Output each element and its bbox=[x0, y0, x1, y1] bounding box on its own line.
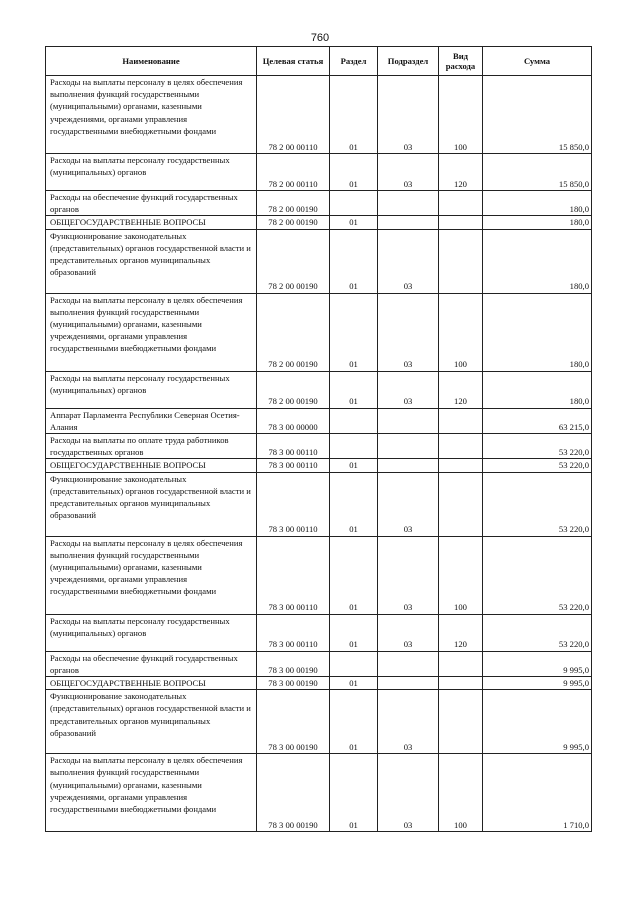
row-name: Расходы на выплаты персоналу в целях обеспечения выполнения функций государственными (муниципальными) органами, казенными учреждениями, органами управления государственными внебюджетными фондами bbox=[46, 293, 257, 371]
row-sum: 180,0 bbox=[483, 216, 592, 229]
row-section: 01 bbox=[330, 536, 378, 614]
row-section: 01 bbox=[330, 614, 378, 651]
row-target-article: 78 2 00 00190 bbox=[257, 229, 330, 293]
table-row bbox=[46, 651, 592, 676]
row-name: ОБЩЕГОСУДАРСТВЕННЫЕ ВОПРОСЫ bbox=[46, 677, 257, 690]
row-sum: 9 995,0 bbox=[483, 690, 592, 754]
row-section: 01 bbox=[330, 690, 378, 754]
row-sum: 180,0 bbox=[483, 229, 592, 293]
row-name: Расходы на выплаты по оплате труда работников государственных органов bbox=[46, 434, 257, 459]
header-code: Целевая статья bbox=[257, 47, 330, 76]
row-name: Расходы на выплаты персоналу в целях обеспечения выполнения функций государственными (муниципальными) органами, казенными учреждениями, органами управления государственными внебюджетными фондами bbox=[46, 536, 257, 614]
row-section: 01 bbox=[330, 677, 378, 690]
row-target-article: 78 3 00 00110 bbox=[257, 434, 330, 459]
row-sum: 15 850,0 bbox=[483, 154, 592, 191]
row-name: Расходы на обеспечение функций государственных органов bbox=[46, 191, 257, 216]
table-row bbox=[46, 754, 592, 832]
row-subsection: 03 bbox=[378, 293, 439, 371]
row-subsection bbox=[378, 459, 439, 472]
row-sum: 53 220,0 bbox=[483, 614, 592, 651]
budget-table bbox=[45, 46, 592, 832]
table-row bbox=[46, 434, 592, 459]
row-target-article: 78 2 00 00190 bbox=[257, 371, 330, 408]
row-name: Аппарат Парламента Республики Северная Осетия-Алания bbox=[46, 408, 257, 433]
row-subsection: 03 bbox=[378, 472, 439, 536]
row-name: Функционирование законодательных (представительных) органов государственной власти и представительных органов муниципальных образований bbox=[46, 229, 257, 293]
row-expense-type bbox=[439, 229, 483, 293]
row-expense-type: 100 bbox=[439, 754, 483, 832]
table-row bbox=[46, 371, 592, 408]
header-section: Раздел bbox=[330, 47, 378, 76]
row-expense-type bbox=[439, 677, 483, 690]
row-section bbox=[330, 651, 378, 676]
row-expense-type: 100 bbox=[439, 536, 483, 614]
row-name: Расходы на обеспечение функций государственных органов bbox=[46, 651, 257, 676]
row-name: Расходы на выплаты персоналу государственных (муниципальных) органов bbox=[46, 614, 257, 651]
row-target-article: 78 3 00 00110 bbox=[257, 459, 330, 472]
table-row bbox=[46, 76, 592, 154]
row-name: Расходы на выплаты персоналу государственных (муниципальных) органов bbox=[46, 371, 257, 408]
header-subsection: Подраздел bbox=[378, 47, 439, 76]
row-subsection bbox=[378, 216, 439, 229]
row-target-article: 78 3 00 00000 bbox=[257, 408, 330, 433]
row-target-article: 78 3 00 00190 bbox=[257, 690, 330, 754]
row-section: 01 bbox=[330, 293, 378, 371]
row-expense-type bbox=[439, 434, 483, 459]
row-subsection: 03 bbox=[378, 229, 439, 293]
row-section: 01 bbox=[330, 76, 378, 154]
row-sum: 9 995,0 bbox=[483, 677, 592, 690]
row-subsection: 03 bbox=[378, 371, 439, 408]
row-subsection bbox=[378, 408, 439, 433]
table-body bbox=[46, 76, 592, 832]
table-row bbox=[46, 191, 592, 216]
row-sum: 53 220,0 bbox=[483, 459, 592, 472]
row-expense-type bbox=[439, 216, 483, 229]
row-expense-type: 120 bbox=[439, 614, 483, 651]
row-expense-type: 100 bbox=[439, 76, 483, 154]
row-sum: 53 220,0 bbox=[483, 536, 592, 614]
row-sum: 63 215,0 bbox=[483, 408, 592, 433]
row-subsection: 03 bbox=[378, 536, 439, 614]
row-section bbox=[330, 191, 378, 216]
row-expense-type: 120 bbox=[439, 154, 483, 191]
table-row bbox=[46, 677, 592, 690]
row-expense-type bbox=[439, 191, 483, 216]
row-expense-type bbox=[439, 472, 483, 536]
row-sum: 180,0 bbox=[483, 371, 592, 408]
row-target-article: 78 2 00 00190 bbox=[257, 216, 330, 229]
row-section: 01 bbox=[330, 371, 378, 408]
row-sum: 180,0 bbox=[483, 191, 592, 216]
row-expense-type bbox=[439, 690, 483, 754]
row-subsection: 03 bbox=[378, 76, 439, 154]
row-expense-type bbox=[439, 459, 483, 472]
header-name: Наименование bbox=[46, 47, 257, 76]
row-subsection bbox=[378, 191, 439, 216]
row-name: Функционирование законодательных (представительных) органов государственной власти и представительных органов муниципальных образований bbox=[46, 472, 257, 536]
table-row bbox=[46, 229, 592, 293]
header-expense-type: Вид расхода bbox=[439, 47, 483, 76]
table-row bbox=[46, 154, 592, 191]
row-subsection: 03 bbox=[378, 154, 439, 191]
row-target-article: 78 3 00 00190 bbox=[257, 651, 330, 676]
row-section: 01 bbox=[330, 459, 378, 472]
row-expense-type bbox=[439, 651, 483, 676]
table-row bbox=[46, 459, 592, 472]
row-subsection: 03 bbox=[378, 614, 439, 651]
row-name: ОБЩЕГОСУДАРСТВЕННЫЕ ВОПРОСЫ bbox=[46, 216, 257, 229]
table-header bbox=[46, 47, 592, 76]
row-section bbox=[330, 408, 378, 433]
row-subsection bbox=[378, 677, 439, 690]
row-sum: 180,0 bbox=[483, 293, 592, 371]
table-row bbox=[46, 472, 592, 536]
row-sum: 9 995,0 bbox=[483, 651, 592, 676]
row-name: Расходы на выплаты персоналу государственных (муниципальных) органов bbox=[46, 154, 257, 191]
row-target-article: 78 3 00 00110 bbox=[257, 536, 330, 614]
row-name: Расходы на выплаты персоналу в целях обеспечения выполнения функций государственными (муниципальными) органами, казенными учреждениями, органами управления государственными внебюджетными фондами bbox=[46, 76, 257, 154]
row-subsection bbox=[378, 434, 439, 459]
row-target-article: 78 2 00 00110 bbox=[257, 76, 330, 154]
row-expense-type: 100 bbox=[439, 293, 483, 371]
row-target-article: 78 2 00 00190 bbox=[257, 191, 330, 216]
row-section: 01 bbox=[330, 229, 378, 293]
row-target-article: 78 2 00 00110 bbox=[257, 154, 330, 191]
table-row bbox=[46, 690, 592, 754]
row-section: 01 bbox=[330, 472, 378, 536]
row-section: 01 bbox=[330, 754, 378, 832]
row-sum: 1 710,0 bbox=[483, 754, 592, 832]
header-sum: Сумма bbox=[483, 47, 592, 76]
table-row bbox=[46, 536, 592, 614]
row-sum: 53 220,0 bbox=[483, 472, 592, 536]
row-target-article: 78 2 00 00190 bbox=[257, 293, 330, 371]
row-name: Функционирование законодательных (представительных) органов государственной власти и представительных органов муниципальных образований bbox=[46, 690, 257, 754]
row-sum: 53 220,0 bbox=[483, 434, 592, 459]
row-name: Расходы на выплаты персоналу в целях обеспечения выполнения функций государственными (муниципальными) органами, казенными учреждениями, органами управления государственными внебюджетными фондами bbox=[46, 754, 257, 832]
page-number: 760 bbox=[310, 32, 330, 44]
table-row bbox=[46, 614, 592, 651]
row-subsection bbox=[378, 651, 439, 676]
row-section: 01 bbox=[330, 216, 378, 229]
row-sum: 15 850,0 bbox=[483, 76, 592, 154]
row-target-article: 78 3 00 00190 bbox=[257, 677, 330, 690]
table-row bbox=[46, 216, 592, 229]
table-row bbox=[46, 293, 592, 371]
row-name: ОБЩЕГОСУДАРСТВЕННЫЕ ВОПРОСЫ bbox=[46, 459, 257, 472]
row-section bbox=[330, 434, 378, 459]
row-subsection: 03 bbox=[378, 690, 439, 754]
row-target-article: 78 3 00 00190 bbox=[257, 754, 330, 832]
row-expense-type: 120 bbox=[439, 371, 483, 408]
row-subsection: 03 bbox=[378, 754, 439, 832]
row-expense-type bbox=[439, 408, 483, 433]
row-section: 01 bbox=[330, 154, 378, 191]
row-target-article: 78 3 00 00110 bbox=[257, 472, 330, 536]
table-row bbox=[46, 408, 592, 433]
row-target-article: 78 3 00 00110 bbox=[257, 614, 330, 651]
